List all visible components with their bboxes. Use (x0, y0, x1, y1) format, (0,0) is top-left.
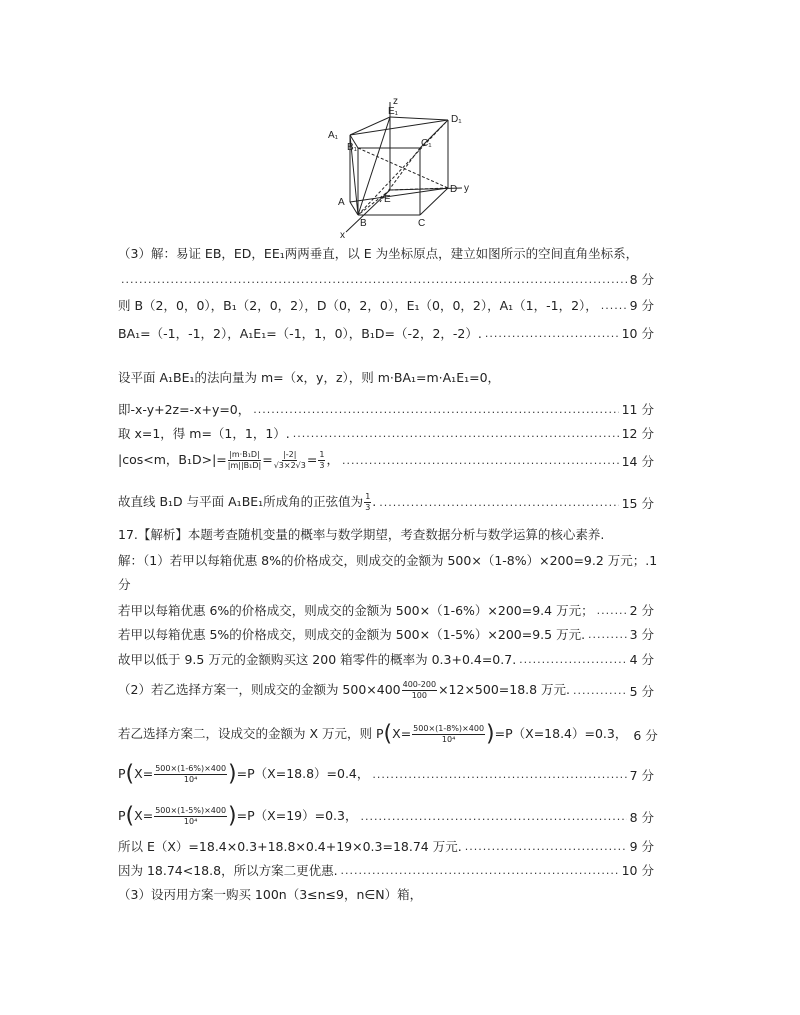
score: 6 分 (633, 727, 658, 743)
label-C: C (418, 218, 426, 229)
denominator: 3 (319, 461, 325, 470)
part3-line7 (118, 450, 654, 471)
q17-line8 (118, 803, 654, 829)
fraction (318, 450, 325, 471)
leader-dots (597, 604, 627, 617)
score: 14 分 (621, 453, 654, 469)
line-text: 因为 18.74<18.8，所以方案二更优惠. (118, 863, 338, 878)
fraction (154, 764, 227, 785)
equals: = (262, 452, 273, 467)
numerator: 1 (365, 492, 371, 501)
q17-line3 (118, 625, 654, 643)
p-symbol: P (118, 808, 126, 823)
plan-two-text: 若乙选择方案二，设成交的金额为 X 万元，则 P (118, 726, 384, 741)
q17-line5 (118, 680, 654, 701)
q17-line10 (118, 861, 654, 879)
line-text: 即-x-y+2z=-x+y=0， (118, 402, 251, 417)
score: 4 分 (629, 652, 654, 667)
label-y: y (464, 183, 469, 194)
line-text: 故甲以低于 9.5 万元的金额购买这 200 箱零件的概率为 0.3+0.4=0.7. (118, 652, 517, 667)
q17-line1-cont: 分 (118, 577, 131, 592)
probability: =P（X=18.4）=0.3， (494, 726, 628, 741)
q17-line7 (118, 761, 654, 787)
line-text: P(X= $\frac{500\times(1-6\%)\times 400}{\text{10⁴}}$ )=P（X=18.8）=0.4， (118, 761, 370, 787)
p-symbol: P (118, 766, 126, 781)
score: 11 分 (621, 402, 654, 417)
leader-dots (601, 299, 627, 312)
leader-dots (573, 684, 627, 697)
fraction (402, 680, 437, 701)
part3-line5 (118, 400, 654, 418)
x-equals: X= (134, 766, 154, 781)
label-B: B (360, 218, 367, 229)
q17-line4 (118, 650, 654, 668)
plan-one-result: ×12×500=18.8 万元. (438, 682, 571, 697)
cos-expr: |cos<m，B₁D>|= (118, 452, 227, 467)
leader-dots (341, 864, 619, 877)
q17-line1: 解：（1）若甲以每箱优惠 8%的价格成交，则成交的金额为 500×（1-8%）×200=9.2 万元；.1 (118, 553, 658, 568)
leader-dots (372, 768, 626, 781)
denominator: |m||B₁D| (227, 461, 262, 470)
segment-A1D1 (350, 120, 448, 135)
numerator: 500×(1-6%)×400 (155, 764, 227, 773)
q17-line2 (118, 601, 654, 619)
denominator: √3×2√3 (273, 461, 306, 470)
score: 12 分 (621, 426, 654, 441)
edge-CD (420, 188, 448, 215)
score: 9 分 (629, 839, 654, 854)
part3-line6 (118, 424, 654, 442)
leader-dots (465, 840, 627, 853)
score: 15 分 (621, 495, 654, 511)
line-text: 若甲以每箱优惠 5%的价格成交，则成交的金额为 500×（1-5%）×200=9.5 万元. (118, 627, 586, 642)
score: 5 分 (629, 683, 654, 699)
edge-E1D1 (390, 117, 448, 120)
label-D: D (450, 184, 458, 195)
line-text: BA₁=（-1，-1，2），A₁E₁=（-1，1，0），B₁D=（-2，2，-2）. (118, 326, 482, 341)
fraction (412, 724, 485, 745)
line-text (118, 680, 570, 701)
label-x: x (340, 230, 345, 240)
line-text: 若乙选择方案二，设成交的金额为 X 万元，则 P(X= $\frac{500\times(1-8\%)\times 400}{\text{10⁴}}$ )=P（X=18.4）=0.3， (118, 721, 628, 747)
line-text: P(X= $\frac{500\times(1-5\%)\times 400}{\text{10⁴}}$ )=P（X=19）=0.3， (118, 803, 358, 829)
period: . (372, 494, 377, 509)
label-E1: E₁ (388, 106, 399, 117)
denominator: 10⁴ (183, 817, 198, 826)
fraction (154, 806, 227, 827)
leader-dots (588, 628, 627, 641)
q17-line9 (118, 837, 654, 855)
fraction (364, 492, 371, 513)
label-B1: B₁ (347, 142, 358, 153)
numerator: 1 (319, 450, 325, 459)
score: 9 分 (629, 298, 654, 313)
part3-line2 (118, 296, 654, 314)
leader-dots (342, 454, 619, 467)
x-equals: X= (134, 808, 154, 823)
numerator: 500×(1-8%)×400 (413, 724, 485, 733)
line-text (118, 450, 339, 471)
cube-coordinate-figure (320, 90, 480, 240)
line-text: 所以 E（X）=18.4×0.3+18.8×0.4+19×0.3=18.74 万元. (118, 839, 462, 854)
line-text: 则 B（2，0，0），B₁（2，0，2），D（0，2，0），E₁（0，0，2），A₁（1，-1，2）， (118, 298, 598, 313)
part3-line4: 设平面 A₁BE₁的法向量为 m=（x，y，z），则 m·BA₁=m·A₁E₁=0， (118, 370, 501, 385)
numerator: 400-200 (402, 680, 437, 689)
q17-header: 17.【解析】本题考查随机变量的概率与数学期望，考查数据分析与数学运算的核心素养. (118, 527, 605, 542)
label-z: z (393, 96, 398, 107)
probability: =P（X=19）=0.3， (236, 808, 358, 823)
leader-dots (121, 273, 627, 286)
part3-line3 (118, 324, 654, 342)
leader-dots (253, 403, 618, 416)
q17-line11: （3）设丙用方案一购买 100n（3≤n≤9，n∈N）箱， (118, 887, 423, 902)
fraction (228, 450, 261, 471)
conclusion-text: 故直线 B₁D 与平面 A₁BE₁所成角的正弦值为 (118, 494, 364, 509)
line-text (118, 492, 376, 513)
score: 10 分 (621, 863, 654, 878)
numerator: |m·B₁D| (229, 450, 260, 459)
denominator: 10⁴ (183, 775, 198, 784)
numerator: 500×(1-5%)×400 (155, 806, 227, 815)
label-E: E (384, 194, 391, 205)
score: 10 分 (621, 326, 654, 341)
score: 3 分 (629, 627, 654, 642)
denominator: 3 (365, 503, 371, 512)
part3-line1-score-row (118, 270, 654, 288)
leader-dots (379, 496, 618, 509)
comma: ， (326, 452, 339, 467)
numerator: |-2| (283, 450, 297, 459)
score: 2 分 (629, 603, 654, 618)
score: 8 分 (629, 809, 654, 825)
leader-dots (293, 427, 619, 440)
part3-line8 (118, 492, 654, 513)
probability: =P（X=18.8）=0.4， (236, 766, 370, 781)
denominator: 100 (411, 691, 427, 700)
leader-dots (360, 810, 626, 823)
label-D1: D₁ (451, 114, 462, 125)
part3-line1: （3）解：易证 EB，ED，EE₁两两垂直，以 E 为坐标原点，建立如图所示的空间直角坐标系， (118, 246, 639, 261)
q17-line6 (118, 721, 658, 747)
leader-dots (485, 327, 619, 340)
line-text: 取 x=1，得 m=（1，1，1）. (118, 426, 290, 441)
denominator: 10⁴ (441, 735, 456, 744)
plan-one-text: （2）若乙选择方案一，则成交的金额为 500×400 (118, 682, 401, 697)
label-C1: C₁ (421, 138, 432, 149)
score: 7 分 (629, 767, 654, 783)
fraction (274, 450, 306, 471)
line-text: 若甲以每箱优惠 6%的价格成交，则成交的金额为 500×（1-6%）×200=9.4 万元； (118, 603, 594, 618)
score: 8 分 (629, 272, 654, 287)
leader-dots (519, 653, 626, 666)
label-A1: A₁ (328, 130, 339, 141)
label-A: A (338, 197, 345, 208)
x-equals: X= (392, 726, 412, 741)
equals: = (306, 452, 318, 467)
